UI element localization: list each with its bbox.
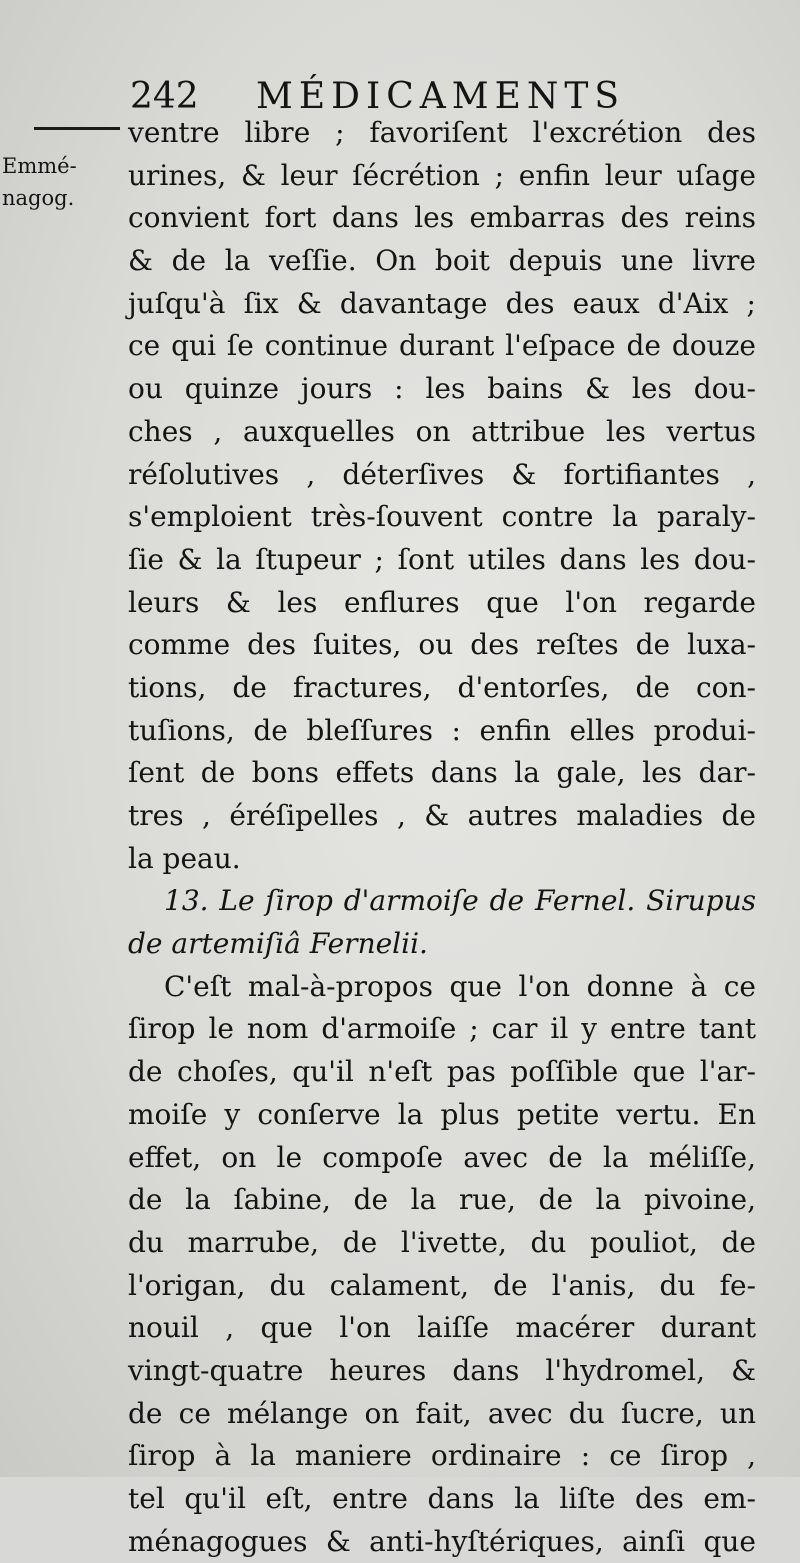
text-line: ches , auxquelles on attribue les vertus <box>128 414 756 448</box>
running-title: MÉDICAMENTS <box>256 76 626 117</box>
text-line: ſent de bons effets dans la gale, les dar- <box>128 756 756 790</box>
text-line: ménagogues & anti-hyſtériques, ainſi que <box>128 1524 756 1558</box>
text-line: moiſe y conſerve la plus petite vertu. En <box>128 1097 756 1131</box>
text-line: s'emploient très-ſouvent contre la paraly- <box>128 500 756 534</box>
text-line: urines, & leur ſécrétion ; enfin leur uſage <box>128 158 756 192</box>
margin-note-line: nagog. <box>2 186 75 210</box>
text-line: convient fort dans les embarras des reins <box>128 201 756 235</box>
page-number: 242 <box>130 76 199 117</box>
text-line: & de la veſſie. On boit depuis une livre <box>128 244 756 278</box>
text-line: C'eſt mal-à-propos que l'on donne à ce <box>164 969 756 1003</box>
text-line: tuſions, de bleſſures : enfin elles produi- <box>128 713 756 747</box>
text-line: effet, on le compoſe avec de la méliſſe, <box>128 1140 756 1174</box>
text-line: réſolutives , déterſives & fortifiantes , <box>128 457 756 491</box>
text-line: comme des ſuites, ou des reſtes de luxa- <box>128 628 756 662</box>
section-heading-line: 13. Le ſirop d'armoiſe de Fernel. Sirupus <box>164 884 756 918</box>
margin-note-line: Emmé- <box>2 154 77 178</box>
text-line: tel qu'il eſt, entre dans la liſte des em- <box>128 1482 756 1515</box>
text-line: ventre libre ; favoriſent l'excrétion des <box>128 116 756 149</box>
text-line: ou quinze jours : les bains & les dou- <box>128 372 756 406</box>
text-line: tres , éréſipelles , & autres maladies de <box>128 799 756 832</box>
margin-rule <box>34 127 120 130</box>
text-line: l'origan, du calament, de l'anis, du fe- <box>128 1268 756 1302</box>
text-line: vingt-quatre heures dans l'hydromel, & <box>128 1353 756 1387</box>
text-line: tions, de fractures, d'entorſes, de con- <box>128 670 756 704</box>
text-line: ſirop le nom d'armoiſe ; car il y entre tant <box>128 1012 756 1046</box>
text-line: de ce mélange on fait, avec du ſucre, un <box>128 1396 756 1430</box>
text-line: du marrube, de l'ivette, du pouliot, de <box>128 1225 756 1259</box>
text-line: ce qui ſe continue durant l'eſpace de douze <box>128 329 756 363</box>
text-line: la peau. <box>128 841 241 875</box>
text-line: juſqu'à ſix & davantage des eaux d'Aix ; <box>128 286 756 320</box>
text-line: ſie & la ſtupeur ; ſont utiles dans les dou- <box>128 542 756 576</box>
text-line: de la ſabine, de la rue, de la pivoine, <box>128 1183 756 1217</box>
margin-note <box>2 150 120 214</box>
text-line: ſirop à la maniere ordinaire : ce ſirop , <box>128 1439 756 1473</box>
text-line: nouil , que l'on laiſſe macérer durant <box>128 1311 756 1345</box>
body-text <box>128 112 756 1563</box>
text-line: de choſes, qu'il n'eſt pas poſſible que l'ar- <box>128 1055 756 1089</box>
section-heading-line: de artemiſiâ Fernelii. <box>128 927 428 961</box>
text-line: leurs & les enflures que l'on regarde <box>128 585 756 619</box>
